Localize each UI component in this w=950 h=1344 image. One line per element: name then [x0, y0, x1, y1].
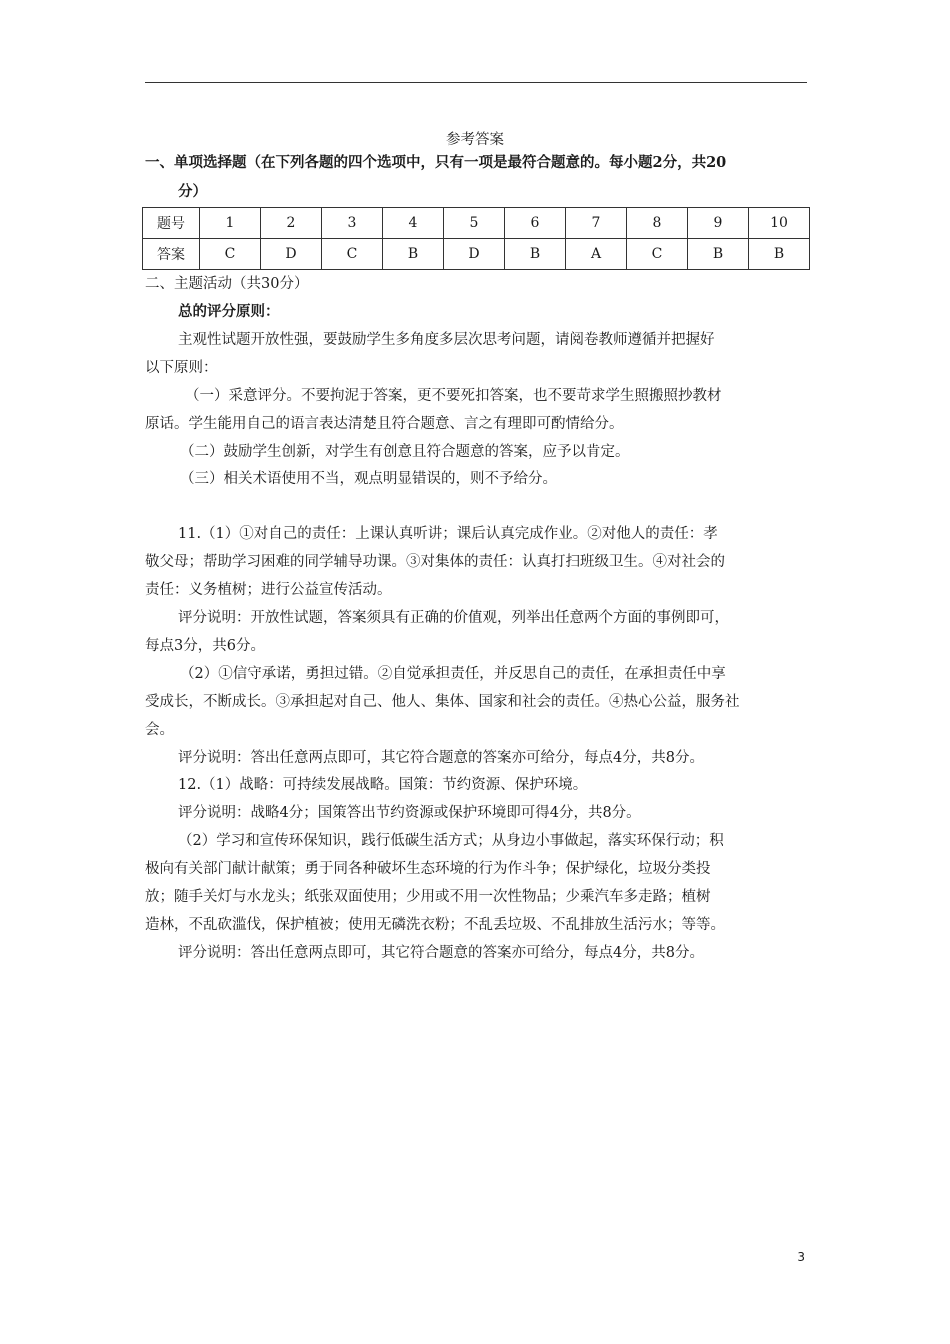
rule-3: （三）相关术语使用不当，观点明显错误的，则不予给分。 — [180, 471, 557, 487]
question-number: 3 — [322, 208, 383, 239]
question-number: 6 — [505, 208, 566, 239]
rule-2: （二）鼓励学生创新，对学生有创意且符合题意的答案，应予以肯定。 — [180, 444, 630, 460]
question-number: 2 — [261, 208, 322, 239]
q11-answer-1-cont: 敬父母；帮助学习困难的同学辅导功课。③对集体的责任：认真打扫班级卫生。④对社会的 — [145, 554, 725, 570]
answer-cell: D — [444, 239, 505, 270]
principles-title: 总的评分原则： — [178, 303, 280, 320]
section1-heading: 一、单项选择题（在下列各题的四个选项中，只有一项是最符合题意的。每小题2分，共20 — [145, 154, 727, 171]
q11-answer-2-cont: 受成长，不断成长。③承担起对自己、他人、集体、国家和社会的责任。④热心公益，服务社 — [145, 694, 740, 710]
question-number: 8 — [627, 208, 688, 239]
answer-cell: C — [322, 239, 383, 270]
q12-answer-2: （2）学习和宣传环保知识，践行低碳生活方式；从身边小事做起，落实环保行动；积 — [178, 833, 724, 849]
answer-cell: B — [749, 239, 810, 270]
question-number: 4 — [383, 208, 444, 239]
rule-1: （一）采意评分。不要拘泥于答案，更不要死扣答案，也不要苛求学生照搬照抄教材 — [185, 388, 722, 404]
principles-text: 以下原则： — [145, 360, 218, 376]
answer-cell: B — [505, 239, 566, 270]
q12-answer-2-cont: 造林，不乱砍滥伐，保护植被；使用无磷洗衣粉；不乱丢垃圾、不乱排放生活污水；等等。 — [145, 917, 725, 933]
q12-scoring-1: 评分说明：战略4分；国策答出节约资源或保护环境即可得4分，共8分。 — [178, 805, 641, 821]
header-rule — [145, 82, 807, 83]
rule-1-cont: 原话。学生能用自己的语言表达清楚且符合题意、言之有理即可酌情给分。 — [145, 416, 624, 432]
answer-cell: D — [261, 239, 322, 270]
answer-table — [142, 207, 810, 270]
q11-answer-1-cont: 责任：义务植树；进行公益宣传活动。 — [145, 582, 392, 598]
answer-cell: C — [627, 239, 688, 270]
table-row-answers — [143, 239, 810, 270]
answer-cell: B — [688, 239, 749, 270]
q11-scoring-1: 评分说明：开放性试题，答案须具有正确的价值观，列举出任意两个方面的事例即可， — [178, 610, 729, 626]
q12-answer-1: 12.（1）战略：可持续发展战略。国策：节约资源、保护环境。 — [178, 777, 588, 793]
question-number: 7 — [566, 208, 627, 239]
q12-answer-2-cont: 极向有关部门献计献策；勇于同各种破坏生态环境的行为作斗争；保护绿化，垃圾分类投 — [145, 861, 711, 877]
question-number: 5 — [444, 208, 505, 239]
row-header-answer: 答案 — [143, 239, 200, 270]
question-number: 10 — [749, 208, 810, 239]
q12-scoring-2: 评分说明：答出任意两点即可，其它符合题意的答案亦可给分，每点4分，共8分。 — [178, 945, 704, 961]
table-row-numbers — [143, 208, 810, 239]
q11-scoring-1-cont: 每点3分，共6分。 — [145, 638, 265, 654]
question-number: 1 — [200, 208, 261, 239]
question-number: 9 — [688, 208, 749, 239]
q11-answer-2-cont: 会。 — [145, 722, 174, 738]
principles-text: 主观性试题开放性强，要鼓励学生多角度多层次思考问题，请阅卷教师遵循并把握好 — [178, 332, 715, 348]
answer-cell: C — [200, 239, 261, 270]
answer-cell: B — [383, 239, 444, 270]
q11-answer-2: （2）①信守承诺，勇担过错。②自觉承担责任，并反思自己的责任，在承担责任中享 — [180, 666, 726, 682]
q12-answer-2-cont: 放；随手关灯与水龙头；纸张双面使用；少用或不用一次性物品；少乘汽车多走路；植树 — [145, 889, 711, 905]
section1-heading-cont: 分） — [178, 183, 207, 200]
q11-answer-1: 11.（1）①对自己的责任：上课认真听讲；课后认真完成作业。②对他人的责任：孝 — [178, 526, 718, 542]
page-number: 3 — [797, 1250, 805, 1264]
answer-cell: A — [566, 239, 627, 270]
section2-heading: 二、主题活动（共30分） — [145, 276, 309, 292]
row-header-number: 题号 — [143, 208, 200, 239]
page-title: 参考答案 — [446, 132, 504, 148]
q11-scoring-2: 评分说明：答出任意两点即可，其它符合题意的答案亦可给分，每点4分，共8分。 — [178, 750, 704, 766]
